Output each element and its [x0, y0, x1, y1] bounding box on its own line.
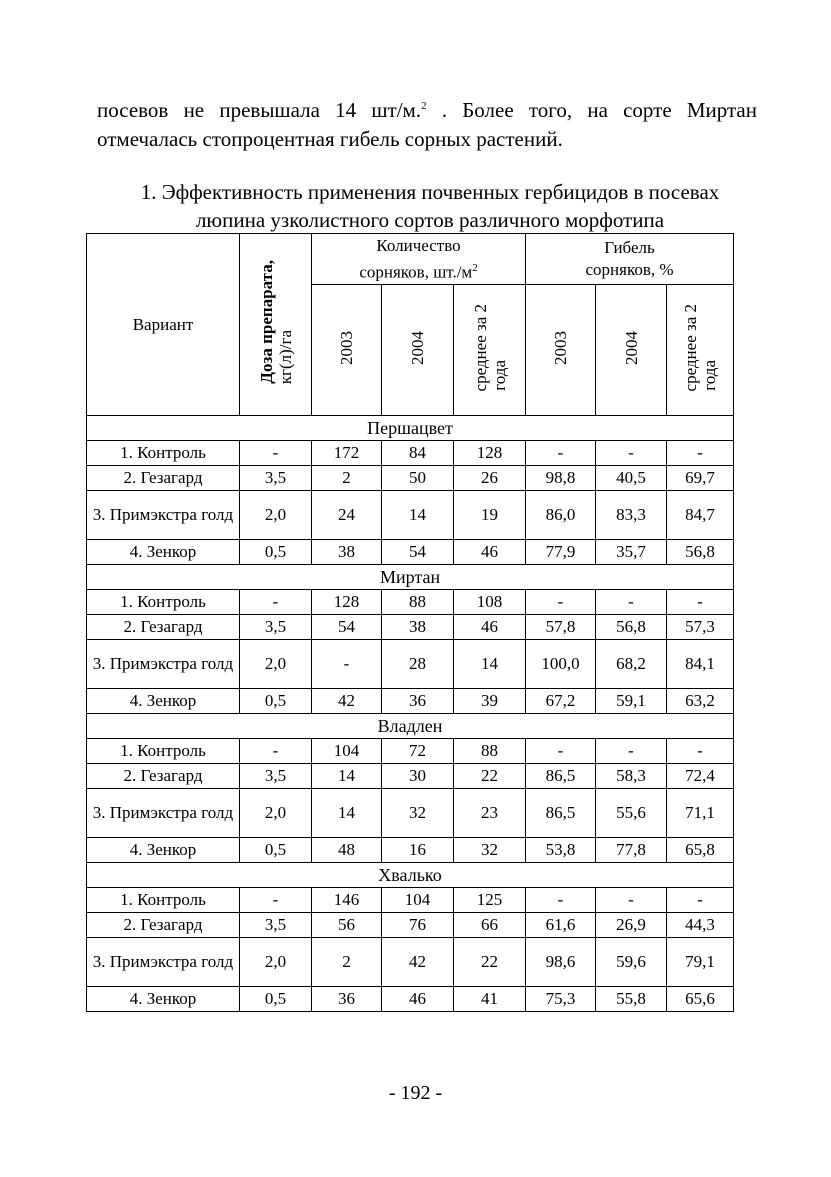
header-dose-line-1: Доза препарата,: [256, 260, 276, 384]
cell-d04: 83,3: [596, 491, 667, 540]
table-row: [87, 615, 734, 640]
cell-c03: 128: [312, 590, 382, 615]
cell-dav: 63,2: [667, 689, 734, 714]
cell-d03: 100,0: [526, 640, 596, 689]
header-year: 2003: [337, 330, 356, 365]
variant-cell: 4. Зенкор: [87, 987, 240, 1012]
cell-c03: 2: [312, 938, 382, 987]
section-title: Першацвет: [87, 416, 734, 441]
cell-c04: 38: [382, 615, 454, 640]
header-avg-line-2: года: [700, 360, 720, 392]
cell-c03: 38: [312, 540, 382, 565]
paragraph-text: посевов не превышала 14 шт/м.: [97, 98, 422, 122]
cell-dav: 79,1: [667, 938, 734, 987]
cell-d04: -: [596, 441, 667, 466]
table-row: [87, 466, 734, 491]
cell-d04: 59,6: [596, 938, 667, 987]
variant-cell: 1. Контроль: [87, 739, 240, 764]
header-death-2003: [526, 285, 596, 416]
variant-cell: 3. Примэкстра голд: [87, 640, 240, 689]
cell-dose: -: [240, 441, 312, 466]
variant-cell: 1. Контроль: [87, 441, 240, 466]
cell-c04: 32: [382, 789, 454, 838]
variant-cell: 2. Гезагард: [87, 913, 240, 938]
data-table: [86, 233, 734, 1012]
variant-cell: 4. Зенкор: [87, 540, 240, 565]
cell-dose: -: [240, 739, 312, 764]
header-weed-count-line-2: [312, 257, 525, 284]
section-row: [87, 863, 734, 888]
table-body: [87, 416, 734, 1012]
table-row: [87, 913, 734, 938]
table-row: [87, 987, 734, 1012]
header-year: 2004: [621, 330, 641, 365]
cell-dav: 69,7: [667, 466, 734, 491]
header-avg-line-1: среднее за 2: [470, 303, 490, 392]
cell-cav: 66: [454, 913, 526, 938]
cell-d03: 53,8: [526, 838, 596, 863]
cell-dose: 2,0: [240, 938, 312, 987]
caption-line-2: люпина узколистного сортов различного морфотипа: [195, 208, 665, 232]
variant-cell: 1. Контроль: [87, 888, 240, 913]
cell-d04: 56,8: [596, 615, 667, 640]
cell-c04: 30: [382, 764, 454, 789]
section-row: [87, 714, 734, 739]
header-death-avg: [667, 285, 734, 416]
cell-dav: 71,1: [667, 789, 734, 838]
page-number: - 192 -: [388, 1082, 443, 1104]
cell-dose: 0,5: [240, 540, 312, 565]
cell-d04: 59,1: [596, 689, 667, 714]
table-row: [87, 938, 734, 987]
cell-dose: 3,5: [240, 764, 312, 789]
cell-d04: 68,2: [596, 640, 667, 689]
cell-dose: 3,5: [240, 913, 312, 938]
paragraph-text: . Более того, на сорте Миртан: [426, 98, 757, 122]
cell-cav: 125: [454, 888, 526, 913]
cell-d04: -: [596, 888, 667, 913]
cell-c04: 28: [382, 640, 454, 689]
cell-dose: 3,5: [240, 466, 312, 491]
cell-cav: 26: [454, 466, 526, 491]
cell-c04: 16: [382, 838, 454, 863]
header-count-2004: [382, 285, 454, 416]
section-title: Хвалько: [87, 863, 734, 888]
cell-dav: 56,8: [667, 540, 734, 565]
cell-cav: 23: [454, 789, 526, 838]
section-row: [87, 416, 734, 441]
cell-dav: -: [667, 888, 734, 913]
variant-cell: 4. Зенкор: [87, 689, 240, 714]
cell-d03: -: [526, 441, 596, 466]
cell-c04: 42: [382, 938, 454, 987]
cell-dav: 44,3: [667, 913, 734, 938]
cell-d04: -: [596, 590, 667, 615]
variant-cell: 2. Гезагард: [87, 615, 240, 640]
cell-cav: 19: [454, 491, 526, 540]
intro-paragraph: [97, 92, 757, 154]
cell-c04: 54: [382, 540, 454, 565]
cell-d03: 86,5: [526, 764, 596, 789]
cell-d03: 67,2: [526, 689, 596, 714]
cell-d03: -: [526, 739, 596, 764]
cell-c03: 14: [312, 764, 382, 789]
table-caption: [80, 178, 780, 234]
header-count-avg: [454, 285, 526, 416]
cell-dose: 3,5: [240, 615, 312, 640]
header-weed-death-line-2: сорняков, %: [585, 260, 674, 279]
header-year: 2003: [551, 330, 571, 365]
variant-cell: 2. Гезагард: [87, 764, 240, 789]
cell-c03: 2: [312, 466, 382, 491]
table-row: [87, 689, 734, 714]
cell-dav: -: [667, 739, 734, 764]
header-variant: Вариант: [87, 234, 240, 416]
header-dose-line-2: кг(л)/га: [275, 329, 295, 384]
header-text: сорняков, шт./м: [359, 262, 473, 282]
cell-d03: 98,8: [526, 466, 596, 491]
table-row: [87, 590, 734, 615]
cell-dose: 0,5: [240, 838, 312, 863]
section-row: [87, 565, 734, 590]
cell-c03: 54: [312, 615, 382, 640]
header-weed-death: [526, 234, 734, 285]
cell-c04: 50: [382, 466, 454, 491]
cell-cav: 88: [454, 739, 526, 764]
cell-cav: 128: [454, 441, 526, 466]
cell-cav: 14: [454, 640, 526, 689]
cell-c03: -: [312, 640, 382, 689]
paragraph-line-1: [97, 92, 757, 125]
cell-c03: 104: [312, 739, 382, 764]
header-weed-death-line-1: Гибель: [604, 238, 655, 257]
cell-cav: 46: [454, 615, 526, 640]
section-title: Миртан: [87, 565, 734, 590]
cell-c04: 84: [382, 441, 454, 466]
cell-d04: 77,8: [596, 838, 667, 863]
table-row: [87, 888, 734, 913]
cell-d04: -: [596, 739, 667, 764]
table-row: [87, 789, 734, 838]
table-row: [87, 739, 734, 764]
cell-c03: 24: [312, 491, 382, 540]
variant-cell: 4. Зенкор: [87, 838, 240, 863]
cell-d04: 58,3: [596, 764, 667, 789]
header-weed-count-line-1: Количество: [376, 235, 461, 255]
header-dose: [240, 234, 312, 416]
table-row: [87, 838, 734, 863]
header-weed-count: [312, 234, 526, 285]
paragraph-line-2: отмечалась стопроцентная гибель сорных растений.: [97, 127, 563, 151]
cell-d03: 75,3: [526, 987, 596, 1012]
header-death-2004: [596, 285, 667, 416]
cell-cav: 46: [454, 540, 526, 565]
cell-c04: 14: [382, 491, 454, 540]
table-row: [87, 441, 734, 466]
table-row: [87, 491, 734, 540]
variant-cell: 2. Гезагард: [87, 466, 240, 491]
cell-c04: 76: [382, 913, 454, 938]
header-year: 2004: [408, 330, 427, 365]
cell-dose: 2,0: [240, 640, 312, 689]
cell-cav: 108: [454, 590, 526, 615]
variant-cell: 1. Контроль: [87, 590, 240, 615]
cell-dose: 2,0: [240, 789, 312, 838]
cell-cav: 22: [454, 938, 526, 987]
table-row: [87, 764, 734, 789]
cell-d04: 55,8: [596, 987, 667, 1012]
cell-c04: 72: [382, 739, 454, 764]
cell-c03: 56: [312, 913, 382, 938]
cell-d03: 61,6: [526, 913, 596, 938]
cell-d03: 98,6: [526, 938, 596, 987]
cell-d04: 55,6: [596, 789, 667, 838]
cell-dav: 65,8: [667, 838, 734, 863]
section-title: Владлен: [87, 714, 734, 739]
cell-c03: 172: [312, 441, 382, 466]
cell-cav: 32: [454, 838, 526, 863]
cell-dav: -: [667, 441, 734, 466]
cell-c03: 48: [312, 838, 382, 863]
cell-c03: 146: [312, 888, 382, 913]
cell-d03: 86,5: [526, 789, 596, 838]
cell-d04: 35,7: [596, 540, 667, 565]
cell-dav: 72,4: [667, 764, 734, 789]
cell-dav: 57,3: [667, 615, 734, 640]
cell-c04: 104: [382, 888, 454, 913]
cell-dose: 0,5: [240, 987, 312, 1012]
header-avg-line-2: года: [489, 360, 509, 392]
cell-c04: 46: [382, 987, 454, 1012]
cell-dav: 84,7: [667, 491, 734, 540]
cell-c04: 36: [382, 689, 454, 714]
table-row: [87, 540, 734, 565]
cell-cav: 41: [454, 987, 526, 1012]
cell-d03: 57,8: [526, 615, 596, 640]
cell-d03: -: [526, 590, 596, 615]
cell-c03: 14: [312, 789, 382, 838]
header-avg-line-1: среднее за 2: [681, 303, 701, 392]
cell-d04: 26,9: [596, 913, 667, 938]
caption-line-1: 1. Эффективность применения почвенных гербицидов в посевах: [140, 180, 720, 204]
superscript: 2: [421, 100, 427, 112]
header-count-2003: [312, 285, 382, 416]
cell-c03: 42: [312, 689, 382, 714]
variant-cell: 3. Примэкстра голд: [87, 938, 240, 987]
cell-cav: 22: [454, 764, 526, 789]
cell-dose: 2,0: [240, 491, 312, 540]
cell-d04: 40,5: [596, 466, 667, 491]
cell-dose: -: [240, 590, 312, 615]
cell-dav: 65,6: [667, 987, 734, 1012]
cell-dav: -: [667, 590, 734, 615]
variant-cell: 3. Примэкстра голд: [87, 491, 240, 540]
cell-d03: 77,9: [526, 540, 596, 565]
cell-dav: 84,1: [667, 640, 734, 689]
cell-dose: 0,5: [240, 689, 312, 714]
cell-c03: 36: [312, 987, 382, 1012]
cell-dose: -: [240, 888, 312, 913]
cell-d03: 86,0: [526, 491, 596, 540]
cell-d03: -: [526, 888, 596, 913]
variant-cell: 3. Примэкстра голд: [87, 789, 240, 838]
cell-cav: 39: [454, 689, 526, 714]
cell-c04: 88: [382, 590, 454, 615]
table-row: [87, 640, 734, 689]
superscript: 2: [472, 261, 478, 274]
